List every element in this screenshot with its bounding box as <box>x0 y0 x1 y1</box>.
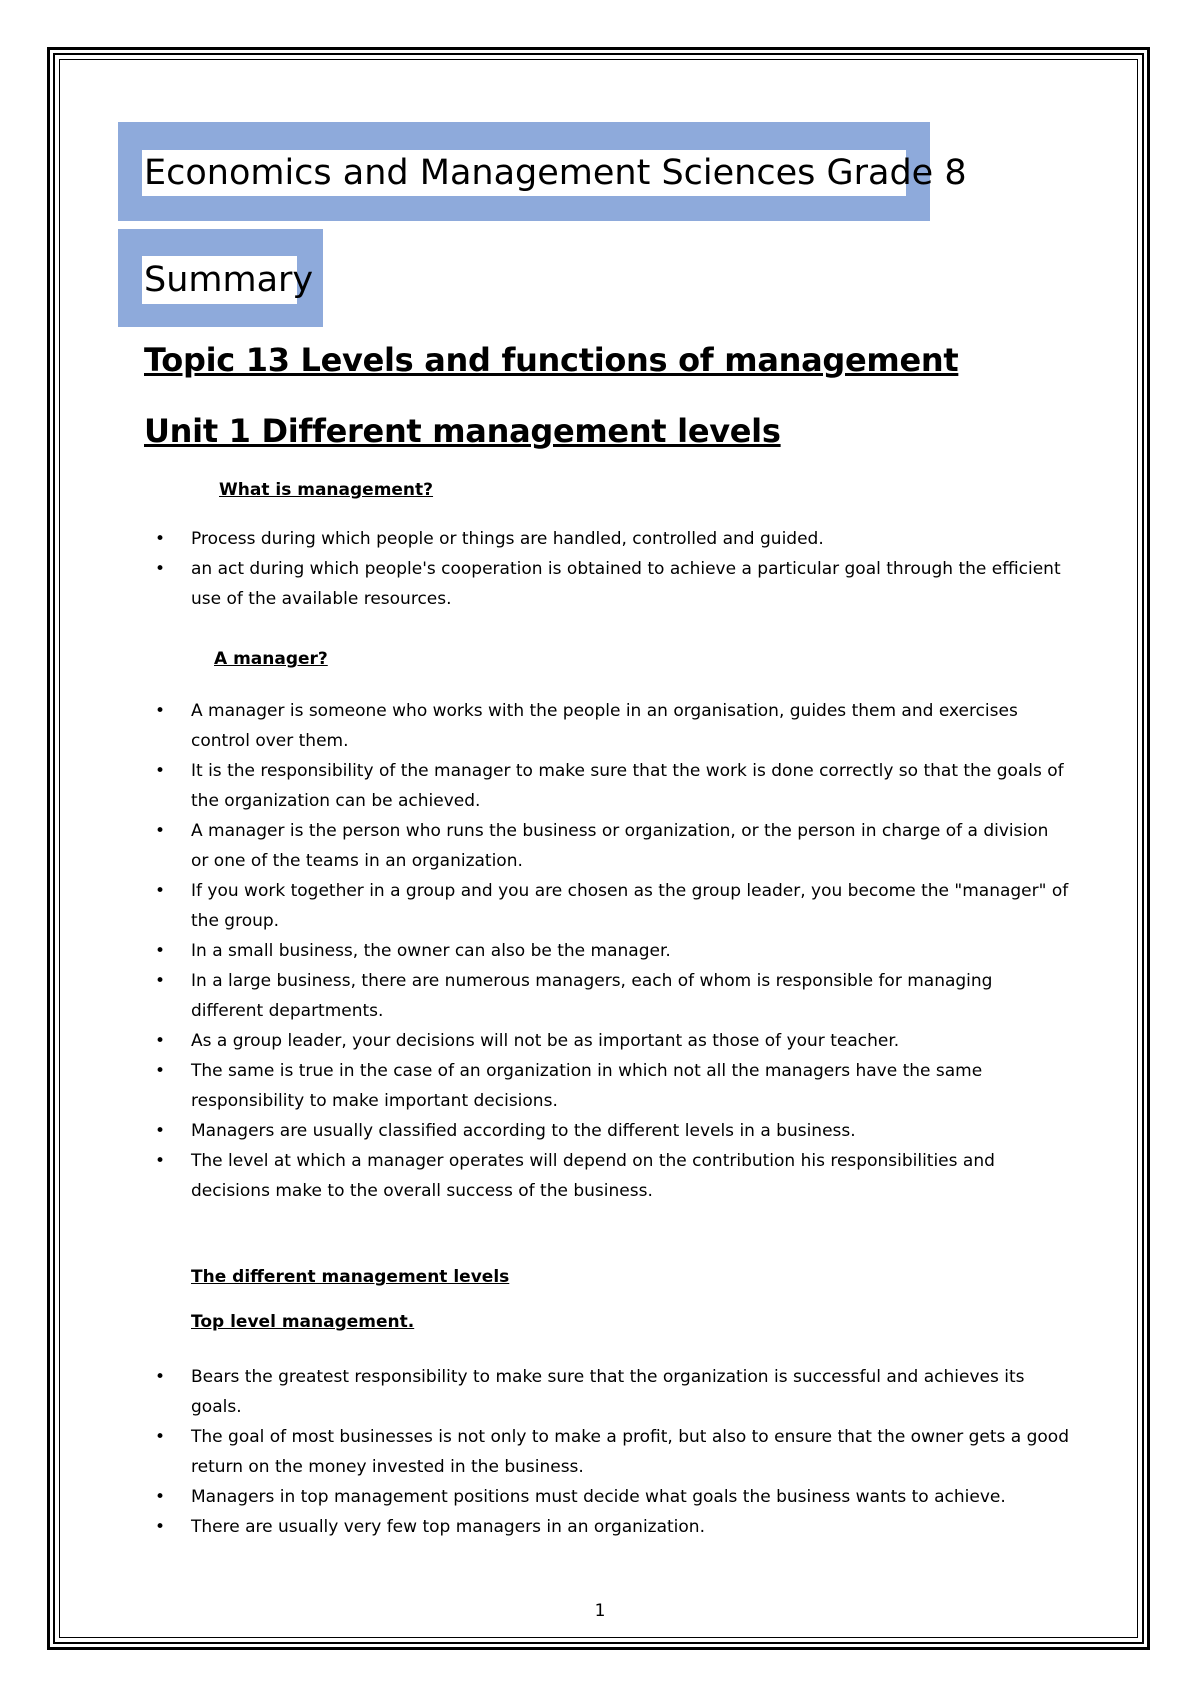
list-item: • Managers in top management positions must decide what goals the business wants to achieve. <box>0 1482 1200 1512</box>
list-item: • Bears the greatest responsibility to make sure that the organization is successful and achieves its goals. <box>0 1362 1200 1422</box>
top-level-management-heading: Top level management. <box>191 1312 415 1332</box>
list-item: • The goal of most businesses is not only to make a profit, but also to ensure that the owner gets a good return on the money invested in the business. <box>0 1422 1200 1482</box>
summary-label-box <box>118 229 323 327</box>
list-item: • In a small business, the owner can also be the manager. <box>0 936 1200 966</box>
document-title-box <box>118 122 967 221</box>
list-item: • There are usually very few top managers in an organization. <box>0 1512 1200 1542</box>
list-item: • an act during which people's cooperation is obtained to achieve a particular goal through the efficient use of the available resources. <box>0 554 1200 614</box>
management-definition-list <box>0 524 1200 614</box>
topic-heading: Topic 13 Levels and functions of management <box>144 341 959 379</box>
list-item: • The level at which a manager operates will depend on the contribution his responsibilities and decisions make to the overall success of the business. <box>0 1146 1200 1206</box>
summary-label: Summary <box>144 260 314 300</box>
document-title: Economics and Management Sciences Grade 8 <box>144 153 967 193</box>
a-manager-heading: A manager? <box>214 649 328 669</box>
list-item: • A manager is the person who runs the business or organization, or the person in charge of a division or one of the teams in an organization. <box>0 816 1200 876</box>
management-levels-heading: The different management levels <box>191 1267 510 1287</box>
list-item: • It is the responsibility of the manager to make sure that the work is done correctly so that the goals of the organization can be achieved. <box>0 756 1200 816</box>
list-item: • If you work together in a group and you are chosen as the group leader, you become the "manager" of the group. <box>0 876 1200 936</box>
top-level-management-list <box>0 1362 1200 1542</box>
list-item: • Managers are usually classified according to the different levels in a business. <box>0 1116 1200 1146</box>
list-item: • In a large business, there are numerous managers, each of whom is responsible for managing different departments. <box>0 966 1200 1026</box>
list-item: • The same is true in the case of an organization in which not all the managers have the same responsibility to make important decisions. <box>0 1056 1200 1116</box>
list-item: • Process during which people or things are handled, controlled and guided. <box>0 524 1200 554</box>
list-item: • As a group leader, your decisions will not be as important as those of your teacher. <box>0 1026 1200 1056</box>
unit-heading: Unit 1 Different management levels <box>144 412 781 450</box>
manager-description-list <box>0 696 1200 1206</box>
what-is-management-heading: What is management? <box>219 480 434 500</box>
list-item: • A manager is someone who works with the people in an organisation, guides them and exercises control over them. <box>0 696 1200 756</box>
page-number: 1 <box>594 1601 606 1621</box>
